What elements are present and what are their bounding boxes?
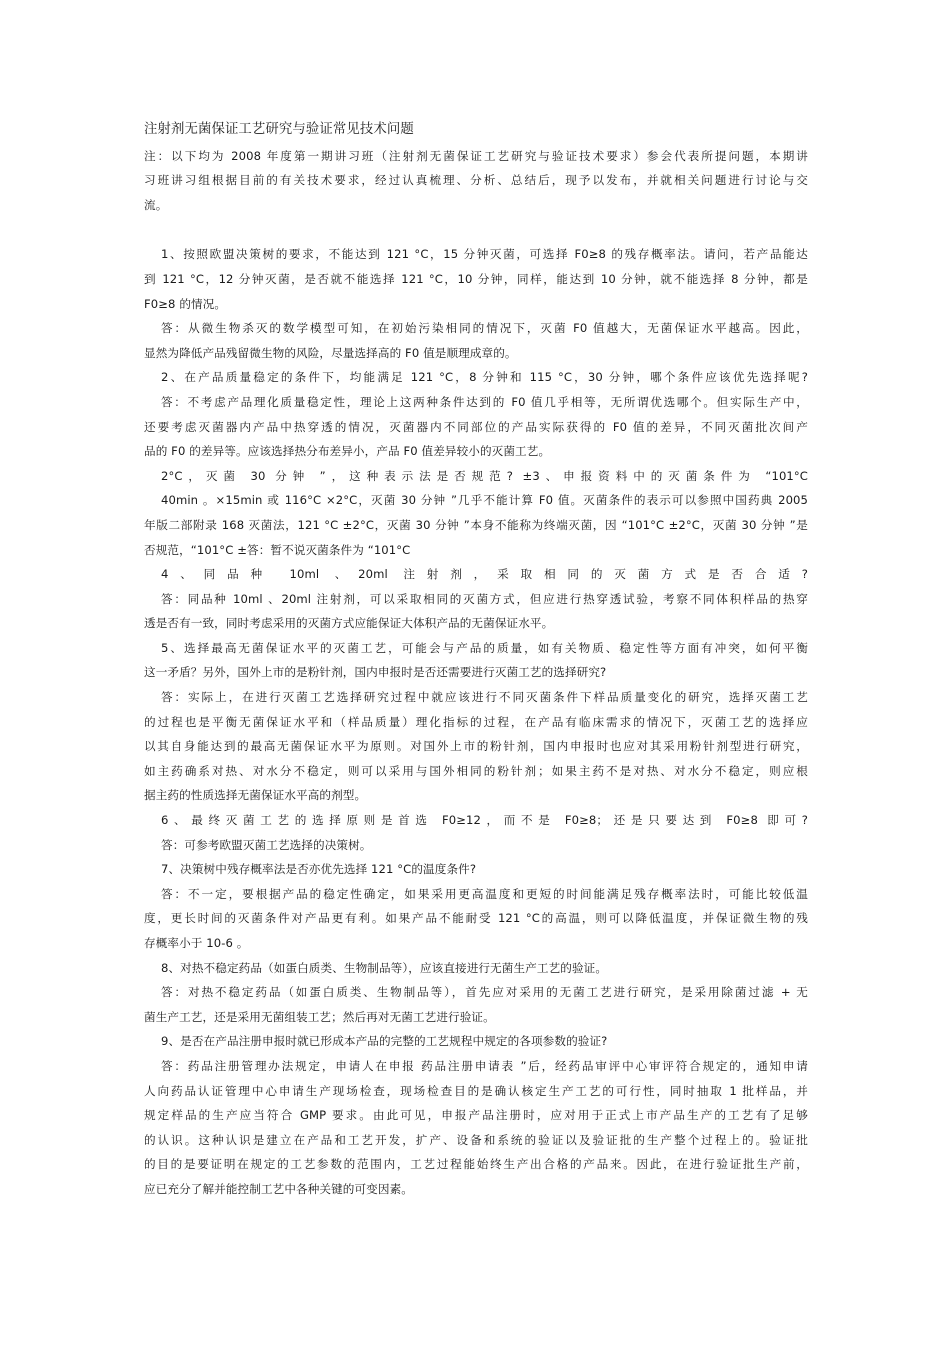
qa-line: 答：从微生物杀灭的数学模型可知，在初始污染相同的情况下，灭菌 F0 值越大，无菌保证水平越高。因此， [161,321,808,336]
qa-line: 答：药品注册管理办法规定，申请人在申报 药品注册申请表 ”后，经药品审评中心审评符合规定的，通知申请 [161,1058,808,1073]
qa-line: 存概率小于 10-6 。 [144,936,249,950]
qa-line: 5、选择最高无菌保证水平的灭菌工艺，可能会与产品的质量，如有关物质、稳定性等方面有冲突，如何平衡 [161,640,808,655]
qa-line: 1、按照欧盟决策树的要求，不能达到 121 °C，15 分钟灭菌，可选择 F0≥8 的残存概率法。请问，若产品能达 [161,247,808,262]
qa-line: 答：不一定，要根据产品的稳定性确定，如果采用更高温度和更短的时间能满足残存概率法时，可能比较低温 [161,886,808,901]
note-line: 流。 [144,197,168,212]
qa-line: 答：对热不稳定药品（如蛋白质类、生物制品等），首先应对采用的无菌工艺进行研究，是采用除菌过滤 + 无 [161,985,808,1000]
qa-line: 40min 。×15min 或 116°C ×2°C，灭菌 30 分钟 ”几乎不能计算 F0 值。灭菌条件的表示可以参照中国药典 2005 [161,493,808,508]
document-title: 注射剂无菌保证工艺研究与验证常见技术问题 [144,122,414,137]
qa-line: 到 121 °C，12 分钟灭菌，是否就不能选择 121 °C，10 分钟，同样，能达到 10 分钟，就不能选择 8 分钟，都是 [144,271,808,286]
qa-line: 品的 F0 的差异等。应该选择热分布差异小，产品 F0 值差异较小的灭菌工艺。 [144,444,551,459]
qa-line: 的过程也是平衡无菌保证水平和（样品质量）理化指标的过程，在产品有临床需求的情况下，灭菌工艺的选择应 [144,714,808,729]
qa-line: 菌生产工艺，还是采用无菌组装工艺；然后再对无菌工艺进行验证。 [144,1009,495,1024]
qa-line: 答：不考虑产品理化质量稳定性，理论上这两种条件达到的 F0 值几乎相等，无所谓优选哪个。但实际生产中， [161,394,808,409]
qa-line: 答：实际上，在进行灭菌工艺选择研究过程中就应该进行不同灭菌条件下样品质量变化的研究，选择灭菌工艺 [161,690,808,705]
qa-line: 否规范，“101°C ±答：暂不说灭菌条件为 “101°C [144,542,411,557]
document-body [144,118,808,1202]
qa-line: 答：可参考欧盟灭菌工艺选择的决策树。 [161,837,372,852]
qa-line: 2°C，灭菌 30 分钟 ”，这种表示法是否规范? ±3、申报资料中的灭菌条件为 “101°C [161,468,808,483]
qa-line: 度，更长时间的灭菌条件对产品更有利。如果产品不能耐受 121 °C的高温，则可以降低温度，并保证微生物的残 [144,911,808,926]
qa-line: 9、是否在产品注册申报时就已形成本产品的完整的工艺规程中规定的各项参数的验证? [161,1034,608,1049]
qa-line: 答：同品种 10ml 、20ml 注射剂，可以采取相同的灭菌方式，但应进行热穿透试验，考察不同体积样品的热穿 [161,591,808,606]
qa-line: 还要考虑灭菌器内产品中热穿透的情况，灭菌器内不同部位的产品实际获得的 F0 值的差异，不同灭菌批次间产 [144,419,808,434]
note-line: 注：以下均为 2008 年度第一期讲习班（注射剂无菌保证工艺研究与验证技术要求）参会代表所提问题，本期讲 [144,148,808,163]
qa-line: 如主药确系对热、对水分不稳定，则可以采用与国外相同的粉针剂；如果主药不是对热、对水分不稳定，则应根 [144,763,808,778]
qa-line: 4、同品种 10ml 、20ml 注射剂，采取相同的灭菌方式是否合适? [161,567,808,582]
qa-line: 7、决策树中残存概率法是否亦优先选择 121 °C的温度条件? [161,862,477,877]
qa-line: 这一矛盾？另外，国外上市的是粉针剂，国内申报时是否还需要进行灭菌工艺的选择研究? [144,665,607,680]
qa-line: 人向药品认证管理中心申请生产现场检查，现场检查目的是确认核定生产工艺的可行性，同时抽取 1 批样品，并 [144,1083,808,1098]
section-gap [144,217,808,242]
qa-list [144,242,808,1201]
qa-line: 规定样品的生产应当符合 GMP 要求。由此可见，申报产品注册时，应对用于正式上市产品生产的工艺有了足够 [144,1108,808,1123]
qa-line: 显然为降低产品残留微生物的风险，尽量选择高的 F0 值是顺理成章的。 [144,345,517,360]
qa-line: 8、对热不稳定药品（如蛋白质类、生物制品等），应该直接进行无菌生产工艺的验证。 [161,960,608,975]
note-line: 习班讲习组根据目前的有关技术要求，经过认真梳理、分析、总结后，现予以发布，并就相关问题进行讨论与交 [144,173,808,188]
qa-line: 透是否有一致，同时考虑采用的灭菌方式应能保证大体积产品的无菌保证水平。 [144,616,554,631]
qa-line: 的目的是要证明在规定的工艺参数的范围内，工艺过程能始终生产出合格的产品来。因此，在进行验证批生产前， [144,1157,808,1172]
preface-note [144,144,808,218]
qa-line: 年版二部附录 168 灭菌法，121 °C ±2°C，灭菌 30 分钟 ”本身不能称为终端灭菌，因 “101°C ±2°C，灭菌 30 分钟 ”是 [144,517,808,532]
qa-line: F0≥8 的情况。 [144,296,227,311]
qa-line: 应已充分了解并能控制工艺中各种关键的可变因素。 [144,1181,413,1196]
qa-line: 6、最终灭菌工艺的选择原则是首选 F0≥12，而不是 F0≥8；还是只要达到 F0≥8 即可? [161,813,808,828]
qa-line: 的认识。这种认识是建立在产品和工艺开发，扩产、设备和系统的验证以及验证批的生产整个过程上的。验证批 [144,1132,808,1147]
qa-line: 2、在产品质量稳定的条件下，均能满足 121 °C，8 分钟和 115 °C，30 分钟，哪个条件应该优先选择呢? [161,370,808,385]
qa-line: 以其自身能达到的最高无菌保证水平为原则。对国外上市的粉针剂，国内申报时也应对其采用粉针剂型进行研究， [144,739,808,754]
qa-line: 据主药的性质选择无菌保证水平高的剂型。 [144,788,367,803]
